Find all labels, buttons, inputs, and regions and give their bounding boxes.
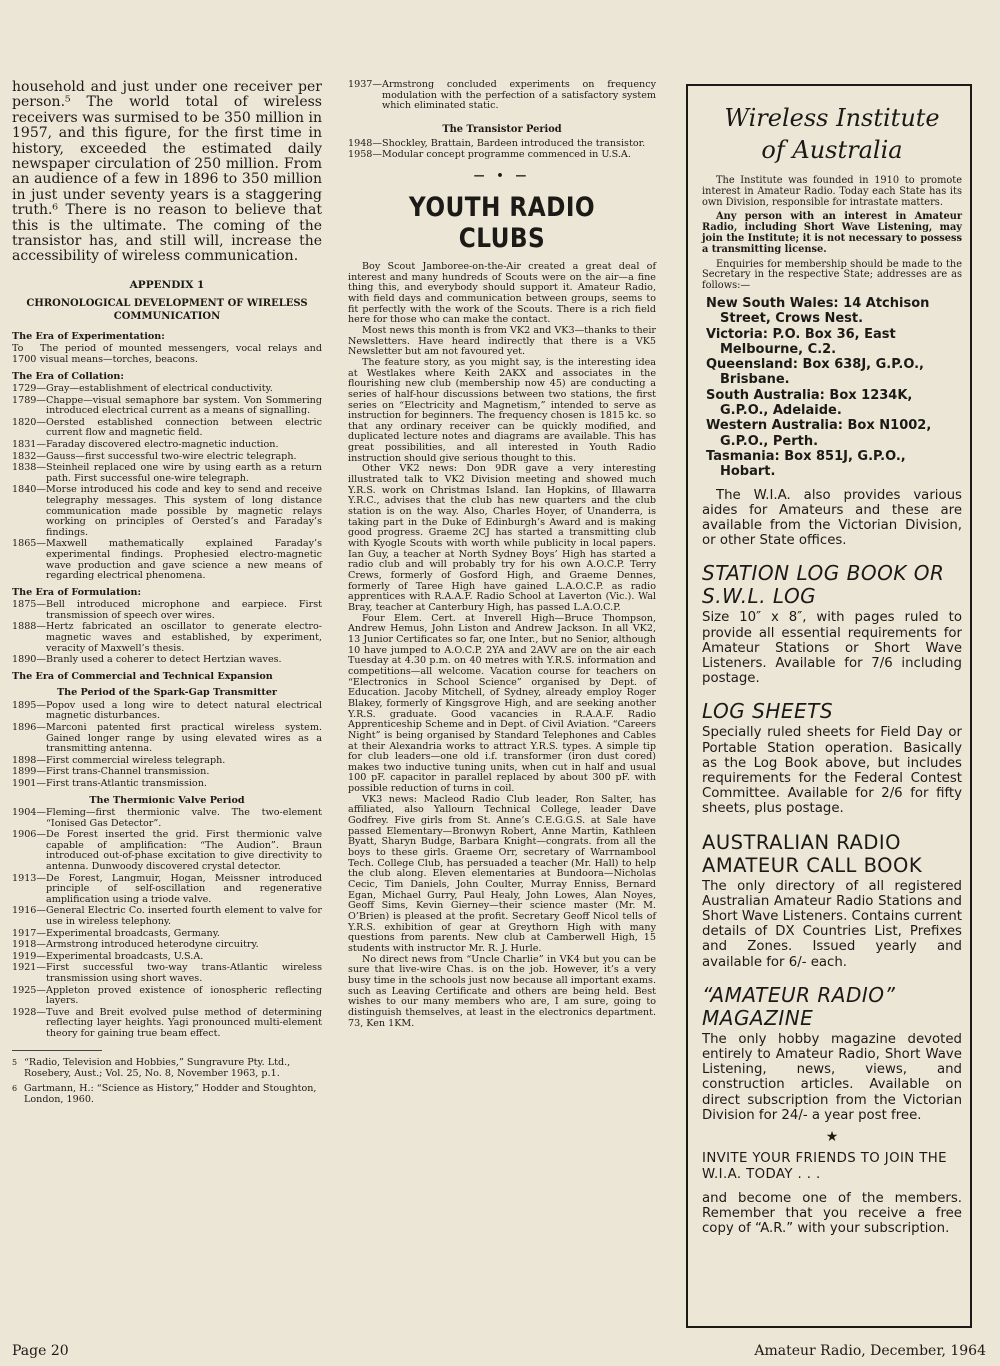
article-paragraph: Other VK2 news: Don 9DR gave a very interesting illustrated talk to VK2 Division meeting and showed much Y.R.S. work on Christmas Island. Ian Hopkins, of Illawarra Y.R.C., advises that the club has new quarters and the club station is on the way. Also, Charles Hoyer, of Unanderra, is taking part in the Duke of Edinburgh’s Award and is making good progress. Graeme 2CJ has started a transmitting club with Kyogle Scouts with worth while publicity in local papers. Ian Guy, a teacher at North Sydney Boys’ High has started a radio club and will probably try for his own A.O.C.P. Terry Crews, formerly of Gosford High, and Graeme Dennes, formerly of Taree High have gained L.A.O.C.P. as radio apprentices with R.A.A.F. Radio School at Laverton (Vic.). Wal Bray, teacher at Canterbury High, has passed L.A.O.C.P. [348,463,656,613]
footnotes [12,1057,322,1105]
era-heading: The Era of Collation: [12,370,124,382]
entry-text: Steinheil replaced one wire by using earth as a return path. First successful one-wire telegraph. [46,462,322,484]
chronology-entry [12,655,322,666]
wia-aides: The W.I.A. also provides various aides for Amateurs and these are available from the Victorian Division, or other State offices. [702,487,962,549]
entry-text: Appleton proved existence of ionospheric reflecting layers. [46,984,322,1007]
chronology-entry [12,622,322,654]
chronology-entry [12,452,322,463]
chronology-entry [12,463,322,484]
footnote-text: Gartmann, H.: “Science as History,” Hodder and Stoughton, London, 1960. [24,1082,317,1105]
entry-text: First trans-Atlantic transmission. [46,777,207,789]
footnote-mark: 5 [12,1057,18,1067]
magazine-heading: “AMATEUR RADIO” MAGAZINE [702,982,896,1030]
chronology-entry [12,344,322,365]
page-number: Page 20 [12,1343,69,1359]
chronology-entry [12,440,322,451]
division-address: New South Wales: 14 Atchison Street, Crows Nest. [706,295,930,327]
entry-year: 1831— [12,439,47,451]
entry-year: 1890— [12,654,47,666]
chronology-entry [12,963,322,984]
entry-text: Experimental broadcasts, U.S.A. [46,950,204,962]
footnote-mark: 6 [12,1083,18,1093]
entry-text: Chappe—visual semaphore bar system. Von Sommering introduced electrical current as a means of signalling. [46,394,322,417]
entry-year: 1904— [12,807,47,819]
entry-year: 1888— [12,621,47,633]
logsheets-heading: LOG SHEETS [702,699,834,724]
chronology-entry [12,418,322,439]
entry-text: Gauss—first successful two-wire electric telegraph. [46,450,297,462]
entry-text: Morse introduced his code and key to send and receive telegraphy messages. This system of long distance communication made possible by magnetic relays working on principles of Oersted’s and Faraday’s findings. [46,484,322,538]
entry-text: Experimental broadcasts, Germany. [46,927,220,939]
entry-text: First successful two-way trans-Atlantic wireless transmission using short waves. [46,962,322,984]
thermionic-valve-list [12,808,322,1039]
era-heading: The Era of Formulation: [12,586,142,598]
period-heading: The Transistor Period [442,123,562,135]
logsheets-text: Specially ruled sheets for Field Day or Portable Station operation. Basically as the Log Book above, but includes requirements for the Federal Contest Committee. Available for 2/6 for fifty sheets, plus postage. [702,725,962,817]
chronology-entry [12,756,322,767]
entry-year: 1899— [12,766,47,778]
chronology-entry [12,874,322,906]
article-paragraph: No direct news from “Uncle Charlie” in VK4 but you can be sure that live-wire Chas. is on the job. However, it’s a very busy time in the schools just now because all important exams. such as Leaving Certificate and others are being held. Best wishes to our many members who are, I am sure, going to distinguish themselves, at least in the electronics department. 73, Ken 1KM. [348,953,656,1029]
entry-year: 1948— [348,137,383,149]
invite-text: and become one of the members. Remember that you receive a free copy of “A.R.” with your subscription. [702,1191,962,1237]
entry-year: 1875— [12,599,47,611]
article-paragraph: Most news this month is from VK2 and VK3—thanks to their Newsletters. Have heard indirectly that there is a VK5 Newsletter but am not favoured yet. [348,324,656,358]
entry-text: The period of mounted messengers, vocal relays and visual means—torches, beacons. [40,343,322,365]
footnote [12,1083,322,1105]
entry-text: General Electric Co. inserted fourth element to valve for use in wireless telephony. [46,905,322,927]
division-address: Queensland: Box 638J, G.P.O., Brisbane. [706,357,924,388]
entry-year: 1918— [12,939,47,951]
entry-text: Faraday discovered electro-magnetic induction. [46,439,279,451]
entry-text: De Forest inserted the grid. First thermionic valve capable of amplification: “The Audion”. Braun introduced out-of-phase excitation to give directivity to antenna. Dunwoody discovered crystal detector. [46,829,322,873]
chronology-entry [12,906,322,927]
article-paragraph: The feature story, as you might say, is the interesting idea at Westlakes where Keith 2AKX and associates in the flourishing new club (membership now 45) are conducting a series of half-hour discussions between two stations, the first series on “Electricity and Magnetism,” intended to serve as instruction for beginners. The frequency chosen is 1815 kc. so that any ordinary receiver can be quickly modified, and duplicated lecture notes and diagrams are available. This has great possibilities, and all interested in Youth Radio instruction should give serious thought to this. [348,356,656,464]
entry-year: 1937— [348,79,383,90]
wia-box [686,84,972,1328]
division-address: South Australia: Box 1234K, G.P.O., Adelaide. [706,387,913,419]
chronology-entry [12,396,322,417]
chronology-entry [12,1008,322,1040]
entry-text: First commercial wireless telegraph. [46,754,226,766]
wia-title [702,102,962,166]
entry-text: Oersted established connection between electric current flow and magnetic field. [46,416,322,439]
chronology-entry [12,767,322,778]
section-divider: — • — [473,168,531,182]
entry-text: Maxwell mathematically explained Faraday’s experimental findings. Prophesied electro-magnetic wave production and gave science a new means of regarding electrical phenomena. [46,538,322,582]
entry-text: Tuve and Breit evolved pulse method of determining reflecting layer heights. Yagi pronounced multi-element theory for gaining true beam effect. [46,1006,322,1039]
chronology-entry [12,940,322,951]
publication-line: Amateur Radio, December, 1964 [754,1343,986,1359]
middle-column [348,80,656,1029]
chronology-entry [12,701,322,722]
footnote [12,1057,322,1079]
wia-membership: Any person with an interest in Amateur Radio, including Short Wave Listening, may join the Institute; it is not necessary to possess a transmitting license. [702,211,962,255]
chronology-entry [12,952,322,963]
entry-year: 1896— [12,722,47,733]
chronology-entry [12,929,322,940]
entry-year: 1898— [12,754,47,766]
entry-text: Hertz fabricated an oscillator to generate electro-magnetic waves and established, by experiment, veracity of Maxwell’s thesis. [46,621,322,654]
chronology-entry [348,80,656,112]
chronology-entry [12,830,322,872]
entry-text: Branly used a coherer to detect Hertzian waves. [46,654,282,666]
entry-year: 1832— [12,450,47,462]
entry-year: 1789— [12,394,47,406]
entry-year: 1919— [12,950,47,962]
transistor-list [348,139,656,161]
address-list [702,296,962,480]
entry-text: Modular concept programme commenced in U.S.A. [382,149,631,161]
division-address: Victoria: P.O. Box 36, East Melbourne, C.2. [706,326,896,357]
wia-title-line1: Wireless Institute [724,104,940,132]
entry-year: 1925— [12,984,47,996]
entry-year: 1840— [12,484,47,496]
star-icon: ★ [825,1129,839,1146]
entry-text: First trans-Channel transmission. [46,766,210,778]
left-column [12,80,322,1109]
invite-heading: INVITE YOUR FRIENDS TO JOIN THE W.I.A. TODAY . . . [702,1151,947,1183]
division-address: Western Australia: Box N1002, G.P.O., Perth. [706,418,932,449]
entry-year: 1895— [12,699,47,711]
chronology-entry [12,600,322,621]
entry-text: Armstrong concluded experiments on frequency modulation with the perfection of a satisfactory system which eliminated static. [382,79,656,112]
entry-text: Popov used a long wire to detect natural electrical magnetic disturbances. [46,699,322,722]
entry-year: 1917— [12,927,47,939]
appendix-title: APPENDIX 1 [129,278,205,291]
chronology-entry [12,485,322,538]
chronology-entry [12,539,322,581]
wia-title-line2: of Australia [761,136,903,164]
entry-year: 1913— [12,872,47,884]
article-paragraph: Boy Scout Jamboree-on-the-Air created a great deal of interest and many hundreds of Scouts were on the air—a fine thing this, and everybody should support it. Amateur Radio, with field days and communication between groups, seems to fit perfectly with the work of the Scouts. There is a rich field here for those who can make the contact. [348,260,656,326]
entry-year: 1916— [12,905,47,917]
period-heading: The Period of the Spark-Gap Transmitter [57,687,277,699]
entry-year: 1729— [12,383,47,395]
wia-intro: The Institute was founded in 1910 to promote interest in Amateur Radio. Today each State has its own Division, responsible for intrastate matters. [702,175,962,208]
footnote-rule [12,1050,102,1051]
entry-year: 1928— [12,1006,47,1018]
entry-text: Armstrong introduced heterodyne circuitry. [46,939,259,951]
entry-year: To 1700 [12,343,37,365]
entry-text: Bell introduced microphone and earpiece. First transmission of speech over wires. [46,599,322,621]
entry-text: Shockley, Brattain, Bardeen introduced the transistor. [382,137,646,149]
footnote-text: “Radio, Television and Hobbies,” Sungravure Pty. Ltd., Rosebery, Aust.; Vol. 25, No. 8, November 1963, p.1. [24,1056,291,1079]
entry-year: 1921— [12,962,47,974]
era-collation-list [12,384,322,582]
entry-year: 1865— [12,538,47,550]
entry-year: 1820— [12,416,47,428]
era-heading: The Era of Commercial and Technical Expansion [12,670,273,682]
article-paragraph: Four Elem. Cert. at Inverell High—Bruce Thompson, Andrew Hemus, John Liston and Andrew Jackson. In all VK2, 13 Junior Certificates so far, one Inter., but no Senior, although 10 have jumped to A.O.C.P. 2YA and 2AVV are on the air each Tuesday at 4.30 p.m. on 40 metres with Y.R.S. information and competitions—all welcome. Vacation course for teachers on “Electronics in School Science” organised by Dept. of Education. Jacoby Mitchell, of Sydney, already employ Roger Blakey, formerly of Kingsgrove High, and are seeking another Y.R.S. graduate. Good vacancies in R.A.A.F. Radio Apprenticeship Scheme and in Dept. of Civil Aviation. “Careers Night” is being organised by Standard Telephones and Cables at their Alexandria works to attract Y.R.S. types. A simple tip for club leaders—one old i.f. transformer (iron dust cored) makes two inductive tuning units, when cut in half and usual 100 pF. capacitor in parallel replaced by about 300 pF. with possible reduction of turns in coil. [348,612,656,795]
chronology-entry [12,723,322,755]
entry-text: De Forest, Langmuir, Hogan, Meissner introduced principle of self-oscillation and regenerative amplification using a triode valve. [46,872,322,905]
callbook-text: The only directory of all registered Australian Amateur Radio Stations and Short Wave Listeners. Contains current details of DX Countries List, Prefixes and Zones. Issued yearly and available for 6/- each. [702,878,962,970]
chronology-entry [12,779,322,790]
magazine-text: The only hobby magazine devoted entirely to Amateur Radio, Short Wave Listening, news, views, and construction articles. Available on direct subscription from the Victorian Division for 24/- a year post free. [702,1031,962,1123]
logbook-heading: STATION LOG BOOK OR S.W.L. LOG [702,561,945,609]
article-headline: YOUTH RADIO CLUBS [408,191,596,254]
era-heading: The Era of Experimentation: [12,330,165,342]
chronology-entry [12,986,322,1007]
entry-year: 1906— [12,829,47,841]
division-address: Tasmania: Box 851J, G.P.O., Hobart. [706,448,906,480]
article-body [348,262,656,1029]
entry-text: Marconi patented first practical wireless system. Gained longer range by using elevated wires as a transmitting antenna. [46,722,322,755]
entry-year: 1901— [12,777,47,789]
wia-enquiries: Enquiries for membership should be made to the Secretary in the respective State; addresses are as follows:— [702,258,962,292]
spark-gap-list [12,701,322,790]
entry-year: 1958— [348,149,383,161]
appendix-subtitle: CHRONOLOGICAL DEVELOPMENT OF WIRELESS COMMUNICATION [26,297,308,322]
chronology-entry [348,139,656,150]
chronology-entry [348,150,656,161]
intro-paragraph: household and just under one receiver per person.⁵ The world total of wireless receivers was surmised to be 350 million in 1957, and this figure, for the first time in history, exceeded the estimated daily newspaper circulation of 250 million. From an audience of a few in 1896 to 350 million in just under seventy years is a staggering truth.⁶ There is no reason to believe that this is the ultimate. The coming of the transistor has, and still will, increase the accessibility of wireless communication. [12,79,322,265]
article-paragraph: VK3 news: Macleod Radio Club leader, Ron Salter, has affiliated, also Yallourn Technical College, leader Dave Godfrey. Five girls from St. Anne’s C.E.G.G.S. at Sale have passed Elementary—Bronwyn Robert, Anne Martin, Kathleen Byatt, Sharyn Budge, Barbara Knight—congrats. from all the boys to these girls. Graeme Orr, secretary of Warrnambool Tech. College Club, has persuaded a teacher (Mr. Hall) to help the club along. Eleven elementaries at Bundoora—Nicholas Cecic, Tim Daniels, John Coulter, Murray Enniss, Bernard Egan, Michael Gurry, Paul Healy, John Lowes, Alan Noyes, Geoff Sims, Kevin Gierney—their science master (Mr. M. O’Brien) is pleased at the profit. Secretary Geoff Nicol tells of Y.R.S. exhibition of gear at Greythorn High with many questions from parents. New club at Camberwell High, 15 students with instructor Mr. R. J. Hurle. [348,793,656,954]
period-heading: The Thermionic Valve Period [89,794,245,806]
entry-year: 1838— [12,462,47,474]
era-formulation-list [12,600,322,666]
entry-text: Gray—establishment of electrical conductivity. [46,383,273,395]
logbook-text: Size 10″ x 8″, with pages ruled to provide all essential requirements for Amateur Stations or Short Wave Listeners. Available for 7/6 including postage. [702,610,962,687]
chronology-entry [12,808,322,829]
callbook-heading: AUSTRALIAN RADIO AMATEUR CALL BOOK [702,830,923,877]
chronology-entry [12,384,322,395]
entry-text: Fleming—first thermionic valve. The two-element “Ionised Gas Detector”. [46,807,322,829]
